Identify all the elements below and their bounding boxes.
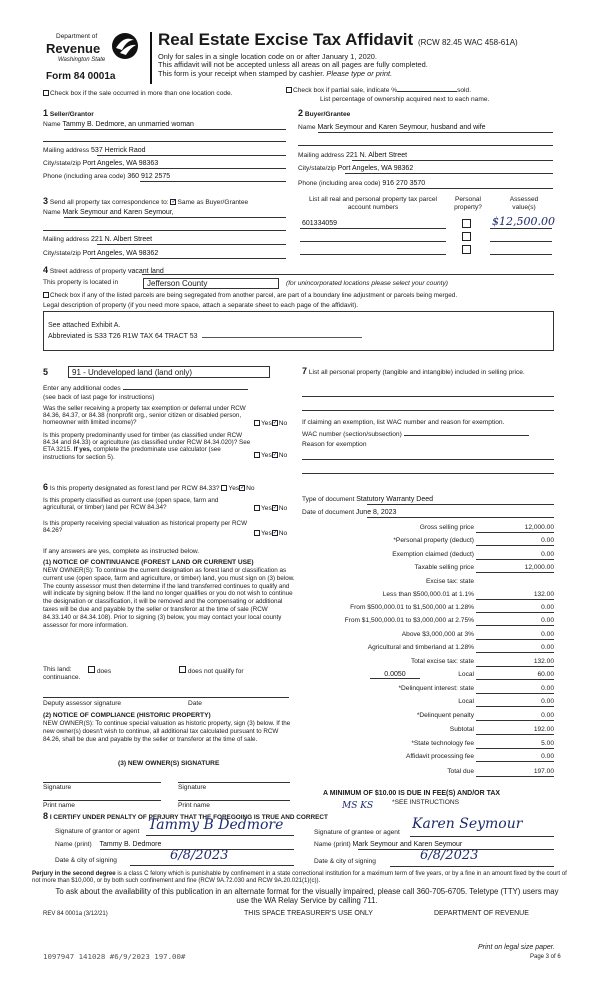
sec5-q2 — [43, 432, 253, 461]
owner-print-line-2 — [178, 800, 290, 801]
buyer-city-value[interactable]: Port Angeles, WA 98362 — [337, 165, 414, 172]
form-title — [158, 30, 518, 50]
owner-sig-line-1 — [43, 782, 161, 783]
sec6-ifany: If any answers are yes, complete as instructed below. — [43, 548, 200, 555]
total-state-row — [300, 658, 574, 670]
sec5-q2-tail: complete the predominate use calculator (see instructions for section 5). — [43, 446, 221, 461]
perjury-notice — [32, 870, 576, 884]
subtotal-label: Subtotal — [449, 726, 474, 733]
seller-name-line2 — [43, 141, 286, 142]
t1-label: Less than $500,000.01 at 1.1% — [382, 591, 474, 598]
corr-city-label: City/state/zip — [43, 250, 81, 257]
segregated-check[interactable] — [43, 292, 457, 299]
grantor-date[interactable]: 6/8/2023 — [170, 848, 229, 863]
corr-heading — [43, 196, 248, 206]
parcel-line-2 — [300, 241, 446, 242]
buyer-addr-line — [352, 160, 553, 161]
grantor-date-label: Date & city of signing — [55, 857, 117, 864]
buyer-heading — [298, 108, 350, 118]
penalty-label: *Delinquent penalty — [416, 712, 474, 719]
street-num: 4 — [43, 265, 49, 275]
exemption-value[interactable]: 0.00 — [476, 551, 554, 560]
checkbox-icon[interactable] — [286, 87, 292, 93]
legal-size-note: Print on legal size paper. — [478, 944, 555, 951]
seller-phone-row — [43, 173, 170, 180]
exempt-label: If claiming an exemption, list WAC number and reason for exemption. — [302, 419, 505, 426]
grantor-name-value[interactable]: Tammy B. Dedmore — [99, 841, 162, 848]
t4-row — [300, 631, 574, 643]
yes-label: Yes — [228, 485, 240, 492]
corr-addr-label: Mailing address — [43, 236, 90, 243]
does-label: does — [96, 668, 112, 675]
buyer-initials: MS KS — [342, 801, 374, 811]
assessed-line-3 — [490, 254, 552, 255]
statute-text: (RCW 82.45 WAC 458-61A) — [417, 38, 518, 47]
land-qualify-row — [43, 666, 293, 681]
deputy-date-label: Date — [188, 700, 202, 707]
corr-label: Send all property tax correspondence to: — [49, 199, 169, 206]
checkbox-icon[interactable] — [43, 90, 49, 96]
parcel-line-1 — [300, 228, 446, 229]
sec7-num: 7 — [302, 366, 308, 376]
no-label: No — [246, 485, 255, 492]
corr-addr-line — [97, 244, 286, 245]
compliance-heading: (2) NOTICE OF COMPLIANCE (HISTORIC PROPERTY) — [43, 712, 211, 719]
affidavit-row — [300, 753, 574, 765]
sec5-num: 5 — [43, 367, 49, 377]
sec6-q3-answer — [254, 530, 287, 537]
seller-name-line — [64, 129, 286, 130]
partial-pct-note: List percentage of ownership acquired next to each name. — [320, 96, 490, 103]
penalty-row — [300, 712, 574, 724]
personal-property-checkbox-3[interactable] — [462, 245, 471, 254]
no-label: No — [278, 420, 288, 427]
personal-value[interactable]: 0.00 — [476, 537, 554, 546]
seller-name-value[interactable]: Tammy B. Dedmore, an unmarried woman — [62, 121, 194, 128]
yes-checkbox[interactable] — [254, 452, 260, 458]
treasurer-use: THIS SPACE TREASURER'S USE ONLY — [244, 910, 373, 917]
sec6-q2-answer — [254, 505, 287, 512]
yes-checkbox[interactable] — [254, 420, 260, 426]
state-head-row — [300, 578, 574, 590]
accessibility-notice: To ask about the availability of this publication in an alternate format for the visually impaired, please call 360-705-6705. Teletype (TTY) users may use the WA Relay Service by calling 711. — [55, 887, 559, 905]
dept-footer: DEPARTMENT OF REVENUE — [434, 910, 529, 917]
total-state-label: Total excise tax: state — [410, 658, 474, 665]
sec7-line-2 — [302, 410, 554, 411]
local-rate-value[interactable]: 0.0050 — [370, 671, 420, 679]
notice-3-italic: Please type or print. — [326, 68, 393, 78]
street-line — [142, 274, 554, 275]
sec5-q1: Was the seller receiving a property tax exemption or deferral under RCW 84.36, 84.37, or 84.38 (nonprofit org., senior citizen or disabled person, homeowner with limited income)? — [43, 405, 246, 427]
total-row — [300, 768, 574, 780]
corr-name-value[interactable]: Mark Seymour and Karen Seymour, — [62, 209, 174, 216]
buyer-phone-row — [298, 180, 425, 187]
multi-location-label: Check box if the sale occurred in more than one location code. — [50, 90, 233, 97]
legal-label: Legal description of property (if you need more space, attach a separate sheet to each page of the affidavit). — [43, 302, 359, 309]
minimum-notice: A MINIMUM OF $10.00 IS DUE IN FEE(S) AND/OR TAX — [323, 790, 501, 797]
checkbox-icon[interactable] — [43, 292, 49, 298]
corr-num: 3 — [43, 196, 49, 206]
t2-row — [300, 604, 574, 616]
see-instructions: *SEE INSTRUCTIONS — [392, 799, 460, 806]
yes-label: Yes — [261, 505, 272, 512]
compliance-text: NEW OWNER(S): To continue special valuation as historic property, sign (3) below. If the new owner(s) doesn't wish to continue, all additional tax calculated pursuant to RCW 84.26, shall be due and payable by the seller or transferor at the time of sale. — [43, 720, 291, 743]
sec6-num: 6 — [43, 482, 49, 492]
seller-city-value[interactable]: Port Angeles, WA 98363 — [82, 160, 159, 167]
wac-field[interactable] — [404, 435, 529, 436]
local-value[interactable]: 60.00 — [476, 671, 554, 680]
land-label: This land: — [43, 666, 72, 673]
delinq-state-label: *Delinquent interest: state — [398, 685, 474, 692]
parcel-line-3 — [300, 254, 446, 255]
owner-sig-label-1: Signature — [43, 784, 72, 791]
owner-print-label-1: Print name — [43, 802, 75, 809]
agency-name: Revenue — [46, 41, 101, 56]
does-not-label: does not qualify for — [187, 668, 244, 675]
reason-line-2 — [302, 473, 554, 474]
agency-line1: Department of — [56, 33, 98, 40]
county-note: (for unincorporated locations please select your county) — [286, 280, 449, 287]
sec6-q1-text: Is this property designated as forest land per RCW 84.33? — [49, 485, 220, 492]
t4-label: Above $3,000,000 at 3% — [401, 631, 474, 638]
no-checkbox[interactable]: ✓ — [272, 505, 278, 512]
yes-checkbox[interactable] — [254, 505, 260, 511]
corr-name-line — [64, 217, 286, 218]
buyer-phone-label: Phone (including area code) — [298, 180, 381, 187]
gross-value[interactable]: 12,000.00 — [476, 524, 554, 533]
segregated-label: Check box if any of the listed parcels are being segregated from another parcel, are part of a boundary line adjustment or parcels being merged. — [50, 292, 458, 299]
doc-type-label: Type of document — [302, 496, 355, 503]
sec5-q2-bold: If yes, — [73, 446, 92, 454]
delinq-local-row — [300, 698, 574, 710]
deputy-line — [43, 697, 289, 698]
land-use-select[interactable]: 91 - Undeveloped land (land only) — [68, 366, 270, 378]
title-text: Real Estate Excise Tax Affidavit — [158, 30, 414, 49]
total-label: Total due — [447, 768, 474, 775]
corr-name-row — [43, 209, 174, 216]
seller-name-row — [43, 121, 288, 128]
buyer-addr-label: Mailing address — [298, 152, 345, 159]
buyer-city-label: City/state/zip — [298, 165, 336, 172]
county-select[interactable]: Jefferson County — [143, 278, 279, 289]
total-state-value[interactable]: 132.00 — [476, 658, 554, 667]
sec7-row — [302, 367, 552, 377]
gross-row — [300, 524, 574, 536]
seller-addr-line — [97, 155, 286, 156]
parcel-col1-head: List all real and personal property tax parcel account numbers — [309, 196, 437, 211]
seller-phone-label: Phone (including area code) — [43, 173, 126, 180]
grantee-date-line — [390, 866, 554, 867]
seller-addr-label: Mailing address — [43, 147, 90, 154]
yes-label: Yes — [261, 452, 272, 459]
sec5-q2-answer — [254, 452, 287, 459]
does-not-checkbox[interactable] — [179, 666, 186, 673]
grantee-date[interactable]: 6/8/2023 — [420, 848, 479, 863]
buyer-heading-text: Buyer/Grantee — [304, 111, 351, 118]
no-label: No — [278, 452, 288, 459]
t2-label: From $500,000.01 to $1,500,000 at 1.28% — [350, 604, 474, 611]
corr-name-label: Name — [43, 209, 61, 216]
corr-city-row — [43, 250, 158, 257]
buyer-name-label: Name — [298, 124, 316, 131]
yes-label: Yes — [261, 420, 272, 427]
perjury-text: is a class C felony which is punishable by confinement in a state correctional institution for a maximum term of five years, or by a fine in an amount fixed by the court of not more than $10,000, or by both such confinement and fine (RCW 9A.72.030 and RCW 9A.20.021(1)(c)). — [32, 870, 567, 884]
tech-label: *State technology fee — [411, 740, 474, 747]
ag-label: Agricultural and timberland at 1.28% — [367, 644, 474, 651]
perjury-bold: Perjury in the second degree — [32, 870, 116, 877]
corr-city-line — [90, 258, 286, 259]
buyer-city-row — [298, 165, 413, 172]
doc-date-row — [302, 509, 396, 516]
partial-pct-field[interactable] — [397, 91, 457, 92]
t3-label: From $1,500,000.01 to $3,000,000 at 2.75% — [344, 617, 474, 624]
street-label: Street address of property — [49, 268, 127, 275]
doc-type-line — [367, 504, 554, 505]
corr-addr-row — [43, 236, 152, 243]
buyer-name-value[interactable]: Mark Seymour and Karen Seymour, husband and wife — [317, 124, 486, 131]
parcel-col3-head: Assessed value(s) — [509, 196, 539, 211]
sec6-q1-row — [43, 482, 255, 492]
buyer-name-row — [298, 124, 486, 131]
wac-label: WAC number (section/subsection) — [302, 431, 402, 438]
t3-row — [300, 617, 574, 629]
cashier-stamp: 1097947 141028 #6/9/2023 197.00# — [43, 952, 186, 961]
same-as-buyer-checkbox[interactable] — [170, 199, 176, 205]
seller-city-row — [43, 160, 158, 167]
form-number: Form 84 0001a — [46, 71, 116, 82]
certify-text: I CERTIFY UNDER PENALTY OF PERJURY THAT THE FOREGOING IS TRUE AND CORRECT — [49, 814, 328, 821]
sec5-q2-text: Is this property predominantly used for timber (as classified under RCW 84.34 and 84.33) or agriculture (as classified under RCW 84.34.020)? See ETA 3215. — [43, 432, 251, 454]
partial-sale-label: Check box if partial sale, indicate % — [293, 87, 398, 94]
ag-row — [300, 644, 574, 656]
yes-label: Yes — [261, 530, 272, 537]
buyer-name-line2 — [298, 145, 553, 146]
rev-number: REV 84 0001a (3/12/21) — [43, 911, 108, 917]
multi-location-check[interactable] — [43, 90, 233, 97]
deputy-label: Deputy assessor signature — [43, 700, 122, 707]
no-checkbox[interactable]: ✓ — [272, 420, 278, 427]
grantor-name-label: Name (print) — [55, 841, 92, 848]
seller-city-line — [90, 168, 286, 169]
doc-type-row — [302, 496, 433, 503]
no-checkbox[interactable]: ✓ — [272, 530, 278, 537]
sec7-label: List all personal property (tangible and intangible) included in selling price. — [308, 369, 525, 376]
buyer-phone-line — [397, 188, 553, 189]
personal-row — [300, 537, 574, 549]
header-notices — [158, 53, 428, 78]
page-number: Page 3 of 6 — [530, 954, 561, 960]
no-checkbox[interactable]: ✓ — [240, 485, 246, 492]
grantor-sig-label: Signature of grantor or agent — [55, 828, 140, 835]
no-checkbox[interactable]: ✓ — [272, 452, 278, 459]
seller-addr-row — [43, 147, 146, 154]
affidavit-label: Affidavit processing fee — [405, 753, 474, 760]
grantee-sig-line — [410, 836, 554, 837]
wac-row — [302, 431, 529, 438]
sec6-q3: Is this property receiving special valuation as historical property per RCW 84.26? — [43, 520, 248, 535]
exemption-label: Exemption claimed (deduct) — [392, 551, 474, 558]
street-value[interactable]: vacant land — [127, 268, 164, 275]
grantee-name-label: Name (print) — [314, 841, 351, 848]
grantee-name-value[interactable]: Mark Seymour and Karen Seymour — [352, 841, 463, 848]
total-value[interactable]: 197.00 — [476, 768, 554, 777]
buyer-num: 2 — [298, 108, 304, 118]
personal-property-checkbox-2[interactable] — [462, 232, 471, 241]
sec7-line-1 — [302, 396, 554, 397]
grantor-signature[interactable]: Tammy B Dedmore — [148, 817, 284, 833]
does-checkbox[interactable] — [88, 666, 95, 673]
additional-codes — [43, 385, 248, 392]
local-label: Local — [458, 671, 474, 678]
notice-1: Only for sales in a single location code on or after January 1, 2020. — [158, 52, 377, 61]
legal-description-box[interactable] — [43, 311, 554, 351]
personal-label: *Personal property (deduct) — [393, 537, 474, 544]
sec8-num: 8 — [43, 811, 49, 821]
grantor-sig-line — [146, 835, 294, 836]
corr-name-line2 — [43, 230, 286, 231]
taxable-value[interactable]: 12,000.00 — [476, 564, 554, 573]
buyer-phone-value[interactable]: 916 270 3570 — [382, 180, 426, 187]
gross-label: Gross selling price — [419, 524, 474, 531]
partial-sale-check[interactable] — [286, 87, 471, 94]
grantee-name-row — [314, 841, 462, 848]
t1-value[interactable]: 132.00 — [476, 591, 554, 600]
buyer-city-line — [345, 173, 553, 174]
state-head-label: Excise tax: state — [425, 578, 474, 585]
assessed-value-1[interactable]: $12,500.00 — [492, 215, 555, 228]
header-divider — [150, 32, 152, 84]
delinq-local-value[interactable]: 0.00 — [476, 698, 554, 707]
yes-checkbox[interactable] — [221, 485, 227, 491]
grantee-signature[interactable]: Karen Seymour — [412, 816, 523, 832]
doc-type-value[interactable]: Statutory Warranty Deed — [356, 496, 434, 503]
tech-value[interactable]: 5.00 — [476, 740, 554, 749]
local-row — [300, 671, 574, 683]
new-owner-heading: (3) NEW OWNER(S) SIGNATURE — [118, 760, 220, 767]
no-label: No — [278, 505, 288, 512]
seller-addr-value[interactable]: 537 Herrick Raod — [91, 147, 146, 154]
sec5-q1-answer — [254, 420, 287, 427]
county-row — [43, 279, 118, 286]
owner-sig-label-2: Signature — [178, 784, 207, 791]
doc-date-value[interactable]: June 8, 2023 — [355, 509, 397, 516]
owner-sig-line-2 — [178, 782, 290, 783]
notice-2: This affidavit will not be accepted unless all areas on all pages are fully completed. — [158, 60, 428, 70]
legal-line-2: Abbreviated is S33 T26 R1W TAX 64 TRACT 53 — [48, 331, 549, 342]
subtotal-value[interactable]: 192.00 — [476, 726, 554, 735]
check-mark-icon: ✓ — [171, 199, 177, 206]
taxable-row — [300, 564, 574, 576]
grantor-name-row — [55, 841, 161, 848]
notice-3-text: This form is your receipt when stamped by cashier. — [158, 68, 325, 78]
delinq-state-row — [300, 685, 574, 697]
parcel-col2-head: Personal property? — [454, 196, 482, 211]
taxable-label: Taxable selling price — [414, 564, 474, 571]
buyer-addr-value[interactable]: 221 N. Albert Street — [346, 152, 408, 159]
delinq-state-value[interactable]: 0.00 — [476, 685, 554, 694]
seller-city-label: City/state/zip — [43, 160, 81, 167]
corr-city-value[interactable]: Port Angeles, WA 98362 — [82, 250, 159, 257]
assessed-line-1 — [490, 228, 552, 229]
reason-label: Reason for exemption — [302, 441, 367, 448]
yes-checkbox[interactable] — [254, 530, 260, 536]
revenue-logo-icon — [110, 31, 140, 61]
continuance-label: continuance. — [43, 674, 81, 681]
seller-phone-line — [140, 181, 286, 182]
reason-line-1 — [302, 459, 554, 460]
seller-heading-text: Seller/Grantor — [49, 111, 94, 118]
legal-line-1: See attached Exhibit A. — [48, 322, 121, 329]
ag-value[interactable]: 0.00 — [476, 644, 554, 653]
agency-state: Washington State — [58, 57, 106, 63]
penalty-value[interactable]: 0.00 — [476, 712, 554, 721]
grantee-sig-label: Signature of grantee or agent — [314, 829, 400, 836]
t2-value[interactable]: 0.00 — [476, 604, 554, 613]
owner-print-label-2: Print name — [178, 802, 210, 809]
additional-codes-field[interactable] — [123, 389, 248, 390]
t3-value[interactable]: 0.00 — [476, 617, 554, 626]
buyer-addr-row — [298, 152, 407, 159]
affidavit-value[interactable]: 0.00 — [476, 753, 554, 762]
grantee-date-label: Date & city of signing — [314, 858, 376, 865]
parcel-1-number[interactable]: 601334059 — [302, 220, 338, 227]
owner-print-line-1 — [43, 800, 161, 801]
t1-row — [300, 591, 574, 603]
subtotal-row — [300, 726, 574, 738]
exemption-row — [300, 551, 574, 563]
sec6-q2: Is this property classified as current use (open space, farm and agricultural, or timber) land per RCW 84.34? — [43, 497, 219, 512]
additional-codes-label: Enter any additional codes — [43, 385, 121, 392]
county-label: This property is located in — [43, 279, 119, 286]
assessed-line-2 — [490, 241, 552, 242]
doc-date-label: Date of document — [302, 509, 355, 516]
t4-value[interactable]: 0.00 — [476, 631, 554, 640]
delinq-local-label: Local — [458, 698, 474, 705]
grantor-date-line — [130, 865, 294, 866]
agency-logo — [36, 30, 146, 86]
partial-sold-label: sold. — [457, 87, 472, 94]
seller-phone-value[interactable]: 360 912 2575 — [127, 173, 171, 180]
seller-name-label: Name — [43, 121, 61, 128]
tax-table — [300, 520, 574, 800]
seller-num: 1 — [43, 108, 49, 118]
continuance-text: NEW OWNER(S): To continue the current designation as forest land or classification as current use (open space, farm and agriculture, or timber) land, you must sign on (3) below. The county assessor must then determine if the land transferred continues to qualify and will indicate by signing below. If the land no longer qualifies or you do not wish to continue the designation or classification, it will be removed and the compensating or additional taxes will be due and payable by the seller or transferor at the time of sale (RCW 84.33.140 or 84.34.108). Prior to signing (3) below, you may contact your local county assessor for more information. — [43, 567, 295, 629]
buyer-name-line — [318, 132, 553, 133]
same-as-buyer-label: Same as Buyer/Grantee — [177, 199, 249, 206]
personal-property-checkbox-1[interactable] — [462, 219, 471, 228]
tech-row — [300, 740, 574, 752]
notice-3 — [158, 70, 428, 78]
seller-heading — [43, 108, 94, 118]
corr-addr-value[interactable]: 221 N. Albert Street — [91, 236, 153, 243]
no-label: No — [278, 530, 288, 537]
doc-date-line — [367, 517, 554, 518]
continuance-heading: (1) NOTICE OF CONTINUANCE (FOREST LAND OR CURRENT USE) — [43, 559, 254, 566]
see-back: (see back of last page for instructions) — [43, 394, 155, 401]
